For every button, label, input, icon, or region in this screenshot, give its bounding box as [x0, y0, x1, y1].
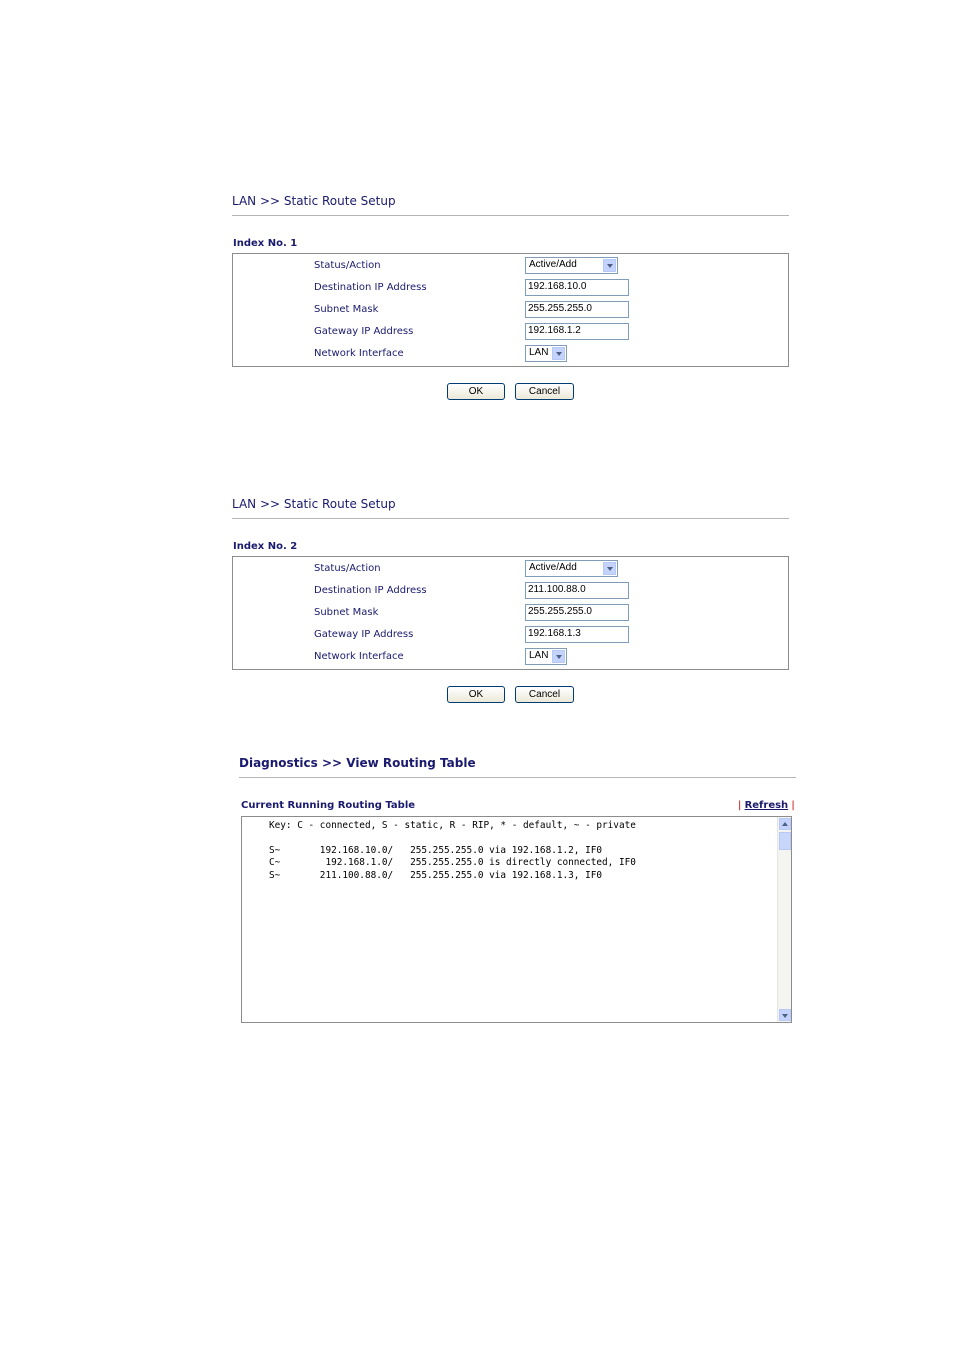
chevron-down-icon[interactable]	[603, 259, 616, 272]
status-action-label: Status/Action	[314, 563, 381, 574]
title-divider	[239, 777, 796, 778]
title-divider	[232, 518, 789, 519]
network-interface-value: LAN	[529, 347, 549, 358]
page-title: Diagnostics >> View Routing Table	[239, 756, 476, 770]
refresh-link[interactable]: Refresh	[744, 800, 789, 811]
cancel-button[interactable]: Cancel	[515, 686, 574, 703]
destination-ip-value: 192.168.10.0	[528, 281, 587, 292]
network-interface-select[interactable]	[525, 648, 567, 665]
chevron-down-icon[interactable]	[603, 562, 616, 575]
destination-ip-input[interactable]	[525, 279, 629, 296]
ok-button[interactable]: OK	[447, 383, 505, 400]
gateway-ip-value: 192.168.1.3	[528, 628, 581, 639]
chevron-down-icon[interactable]	[552, 650, 565, 663]
vertical-scrollbar[interactable]	[777, 817, 791, 1022]
gateway-ip-input[interactable]	[525, 626, 629, 643]
routing-table-textarea[interactable]	[241, 816, 792, 1023]
separator: |	[791, 800, 795, 811]
page-title: LAN >> Static Route Setup	[232, 497, 396, 511]
gateway-ip-label: Gateway IP Address	[314, 326, 414, 337]
network-interface-label: Network Interface	[314, 348, 404, 359]
gateway-ip-label: Gateway IP Address	[314, 629, 414, 640]
index-label: Index No. 1	[233, 238, 298, 249]
destination-ip-label: Destination IP Address	[314, 282, 427, 293]
subnet-mask-label: Subnet Mask	[314, 304, 379, 315]
subnet-mask-value: 255.255.255.0	[528, 303, 592, 314]
subnet-mask-label: Subnet Mask	[314, 607, 379, 618]
page-title: LAN >> Static Route Setup	[232, 194, 396, 208]
routing-key-line: Key: C - connected, S - static, R - RIP, * - default, ~ - private	[269, 820, 636, 831]
status-action-value: Active/Add	[529, 562, 577, 573]
index-label: Index No. 2	[233, 541, 298, 552]
network-interface-select[interactable]	[525, 345, 567, 362]
destination-ip-input[interactable]	[525, 582, 629, 599]
cancel-button[interactable]: Cancel	[515, 383, 574, 400]
gateway-ip-value: 192.168.1.2	[528, 325, 581, 336]
scroll-down-icon[interactable]	[779, 1009, 791, 1021]
title-divider	[232, 215, 789, 216]
subnet-mask-input[interactable]	[525, 604, 629, 621]
subnet-mask-input[interactable]	[525, 301, 629, 318]
destination-ip-value: 211.100.88.0	[528, 584, 586, 595]
scroll-up-icon[interactable]	[779, 818, 791, 830]
status-action-value: Active/Add	[529, 259, 577, 270]
status-action-select[interactable]	[525, 560, 618, 577]
status-action-select[interactable]	[525, 257, 618, 274]
scroll-thumb[interactable]	[779, 832, 791, 850]
routing-row: C~ 192.168.1.0/ 255.255.255.0 is directly connected, IF0	[269, 857, 636, 868]
network-interface-value: LAN	[529, 650, 549, 661]
separator: |	[738, 800, 742, 811]
network-interface-label: Network Interface	[314, 651, 404, 662]
routing-row: S~ 192.168.10.0/ 255.255.255.0 via 192.168.1.2, IF0	[269, 845, 603, 856]
routing-row: S~ 211.100.88.0/ 255.255.255.0 via 192.168.1.3, IF0	[269, 870, 603, 881]
destination-ip-label: Destination IP Address	[314, 585, 427, 596]
gateway-ip-input[interactable]	[525, 323, 629, 340]
chevron-down-icon[interactable]	[552, 347, 565, 360]
subnet-mask-value: 255.255.255.0	[528, 606, 592, 617]
routing-table-label: Current Running Routing Table	[241, 800, 416, 811]
status-action-label: Status/Action	[314, 260, 381, 271]
ok-button[interactable]: OK	[447, 686, 505, 703]
refresh-group	[738, 800, 795, 811]
